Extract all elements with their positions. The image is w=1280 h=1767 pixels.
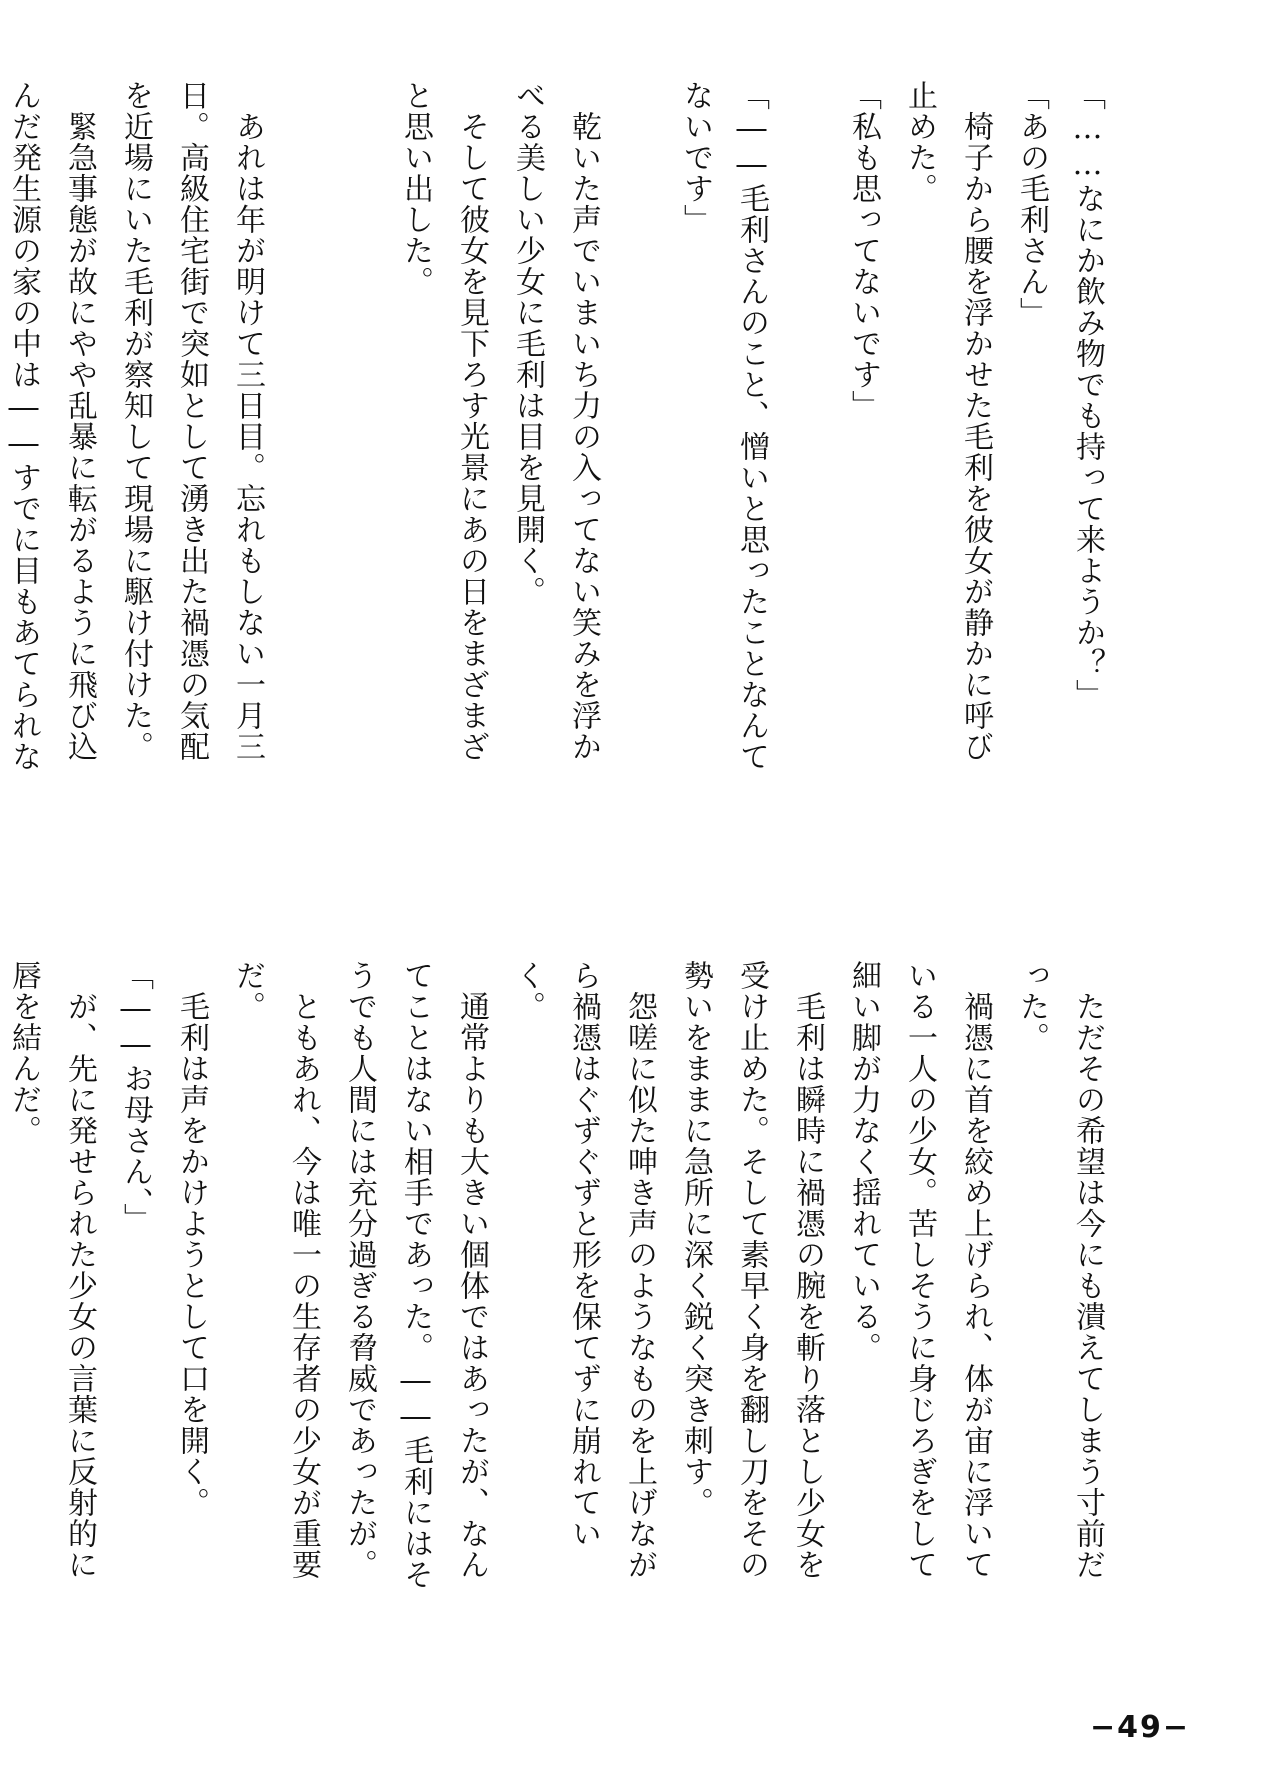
text-line: あれは年が明けて三日目。忘れもしない一月三日。高級住宅街で突如として湧き出た禍憑の気配を近場にいた毛利が察知して現場に駆け付けた。	[118, 80, 265, 762]
text-line	[275, 80, 331, 780]
text-line: ともあれ、今は唯一の生存者の少女が重要だ。	[230, 960, 321, 1580]
text-line: 毛利は瞬時に禍憑の腕を斬り落とし少女を受け止めた。そして素早く身を翻し刀をその勢いをままに急所に深く鋭く突き刺す。	[678, 960, 825, 1580]
text-line: 緊急事態が故にやや乱暴に転がるように飛び込んだ発生源の家の中は――すでに目もあてられな	[6, 80, 97, 772]
text-line: 「あの毛利さん」	[1014, 80, 1049, 328]
text-line: そして彼女を見下ろす光景にあの日をまざまざと思い出した。	[398, 80, 489, 762]
text-line: 椅子から腰を浮かせた毛利を彼女が静かに呼び止めた。	[902, 80, 993, 762]
text-line: 禍憑に首を絞め上げられ、体が宙に浮いている一人の少女。苦しそうに身じろぎをして細い脚が力なく揺れている。	[846, 960, 993, 1580]
text-line	[331, 80, 387, 780]
text-line: 通常よりも大きい個体ではあったが、なんてことはない相手であった。――毛利にはそうでも人間には充分過ぎる脅威であったが。	[342, 960, 489, 1590]
text-line: 「私も思ってないです」	[846, 80, 881, 421]
text-line: 毛利は声をかけようとして口を開く。	[174, 960, 209, 1518]
text-line: が、先に発せられた少女の言葉に反射的に唇を結んだ。	[6, 960, 97, 1580]
text-line: 「――お母さん、」	[118, 960, 153, 1234]
text-line	[611, 80, 667, 780]
text-line: 「……なにか飲み物でも持って来ようか？」	[1070, 80, 1105, 710]
text-block-lower	[6, 960, 1115, 1600]
text-line: 「――毛利さんのこと、憎いと思ったことなんてないです」	[678, 80, 769, 772]
text-block-upper	[6, 80, 1115, 780]
text-line: 怨嗟に似た呻き声のようなものを上げながら禍憑はぐずぐずと形を保てずに崩れていく。	[510, 960, 657, 1580]
text-line	[779, 80, 835, 780]
page-number: −49−	[1089, 1710, 1190, 1745]
text-line: 乾いた声でいまいち力の入ってない笑みを浮かべる美しい少女に毛利は目を見開く。	[510, 80, 601, 762]
text-line: ただその希望は今にも潰えてしまう寸前だった。	[1014, 960, 1105, 1580]
